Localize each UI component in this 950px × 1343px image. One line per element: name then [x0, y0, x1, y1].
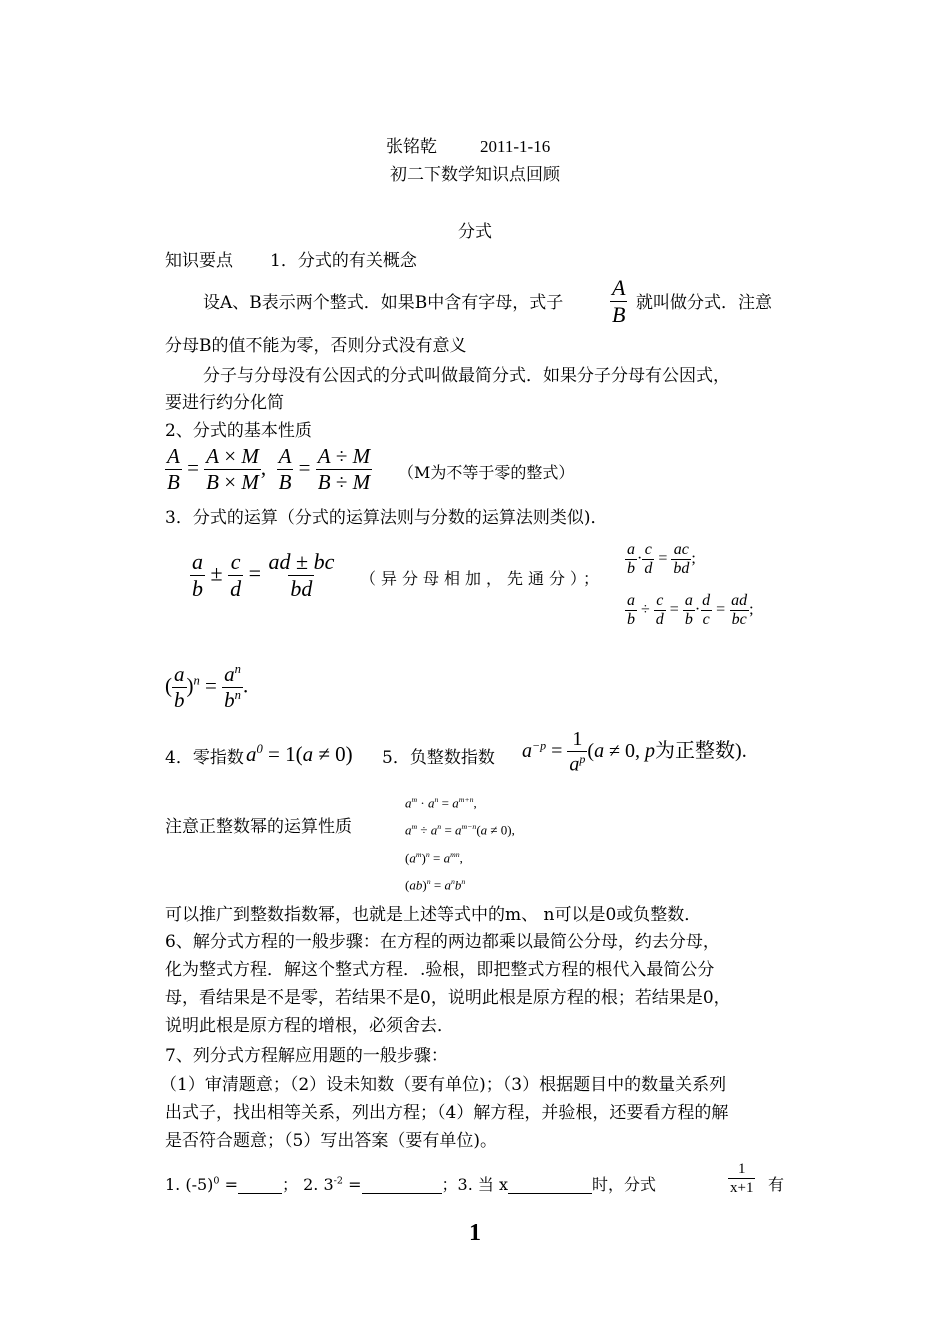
- section-6-line: 6、解分式方程的一般步骤：在方程的两边都乘以最简公分母，约去分母，: [165, 932, 720, 952]
- power-of-fraction-formula: ( $\frac{a}{b}$ )$^n$ = $\frac{a^n}{b^n}$ .: [165, 662, 249, 712]
- key-points-label: 知识要点: [165, 251, 233, 271]
- addition-rule-note: （异分母相加，先通分）；: [360, 569, 605, 588]
- power-rule-product-power: $(ab)^n = a^nb^n$: [405, 877, 466, 893]
- section-6-line: 说明此根是原方程的增根，必须舍去．: [165, 1016, 454, 1036]
- document-date: 2011-1-16: [480, 137, 551, 156]
- power-rule-power: $(a^m)^n = a^{mn}$,: [405, 850, 463, 866]
- basic-property-formula: $\frac{A}{B}$ = $\frac{A \times M}{B \times M}$ , $\frac{A}{B}$ = $\frac{A \div M}{B \div M}$: [167, 444, 371, 494]
- power-properties-label: 注意正整数幂的运算性质: [165, 817, 352, 837]
- basic-property-note: （M为不等于零的整式）: [398, 463, 575, 482]
- paragraph-line: 要进行约分化简: [165, 393, 284, 413]
- fraction-a-over-b: $\frac{A}{B}$: [612, 275, 626, 327]
- answer-blank-1[interactable]: [238, 1177, 282, 1194]
- section-7-line: 是否符合题意；（5）写出答案（要有单位)。: [165, 1131, 497, 1151]
- paragraph-line: 就叫做分式．注意: [636, 293, 772, 313]
- answer-blank-2[interactable]: [362, 1177, 442, 1194]
- section-3-heading: 3．分式的运算（分式的运算法则与分数的运算法则类似)．: [165, 508, 608, 528]
- page-number: 1: [469, 1220, 481, 1246]
- negative-exponent-formula: $a^{-p}$ = $\frac{1}{a^p}$ (a ≠ 0, p为正整数).: [522, 728, 747, 776]
- power-rule-product: $a^m \cdot a^n = a^{m+n}$,: [405, 795, 477, 811]
- negative-exponent-label: 5．负整数指数: [382, 748, 495, 768]
- power-rule-quotient: $a^m \div a^n = a^{m-n}(a \ne 0)$,: [405, 822, 515, 838]
- document-title: 初二下数学知识点回顾: [390, 165, 560, 185]
- exercise-line-end: 有: [768, 1175, 785, 1194]
- addition-rule-formula: $\frac{a}{b}$ ± $\frac{c}{d}$ = $\frac{ad \pm bc}{bd}$: [192, 549, 335, 601]
- section-2-heading: 2、分式的基本性质: [165, 421, 312, 441]
- answer-blank-3[interactable]: [508, 1177, 592, 1194]
- paragraph-line: 设A、B表示两个整式．如果B中含有字母，式子: [203, 293, 564, 313]
- section-title: 分式: [458, 222, 492, 242]
- section-7-line: 7、列分式方程解应用题的一般步骤：: [165, 1046, 448, 1066]
- author-name: 张铭乾: [386, 137, 437, 157]
- division-rule-formula: $\frac{a}{b}$ ÷ $\frac{c}{d}$ = $\frac{a}{b}$ · $\frac{d}{c}$ = $\frac{ad}{bc}$ ;: [627, 592, 754, 628]
- section-6-line: 化为整式方程．解这个整式方程．.验根，即把整式方程的根代入最简公分: [165, 960, 715, 980]
- section-6-line: 母，看结果是不是零，若结果不是0，说明此根是原方程的根；若结果是0，: [165, 988, 731, 1008]
- paragraph-line: 分子与分母没有公因式的分式叫做最简分式．如果分子分母有公因式，: [203, 366, 730, 386]
- zero-exponent-label: 4．零指数: [165, 748, 244, 768]
- zero-exponent-formula: $a^0 = 1(a \ne 0)$: [246, 742, 353, 766]
- paragraph-line: 分母B的值不能为零，否则分式没有意义: [165, 336, 467, 356]
- section-7-line: （1）审清题意；（2）设未知数（要有单位)；（3）根据题目中的数量关系列: [160, 1075, 727, 1095]
- section-1-heading: 1．分式的有关概念: [270, 251, 417, 271]
- exercise-fraction: $\frac{1}{x+1}$: [730, 1161, 754, 1196]
- multiplication-rule-formula: $\frac{a}{b}$ · $\frac{c}{d}$ = $\frac{ac}{bd}$ ;: [627, 541, 696, 577]
- exercise-line: 1. $(-5)^0$ = ； 2. $3^{-2}$ = ；3. 当 x 时，分式: [165, 1175, 656, 1194]
- power-extension-note: 可以推广到整数指数幂，也就是上述等式中的m、 n可以是0或负整数．: [165, 905, 702, 925]
- section-7-line: 出式子，找出相等关系，列出方程；（4）解方程，并验根，还要看方程的解: [165, 1103, 729, 1123]
